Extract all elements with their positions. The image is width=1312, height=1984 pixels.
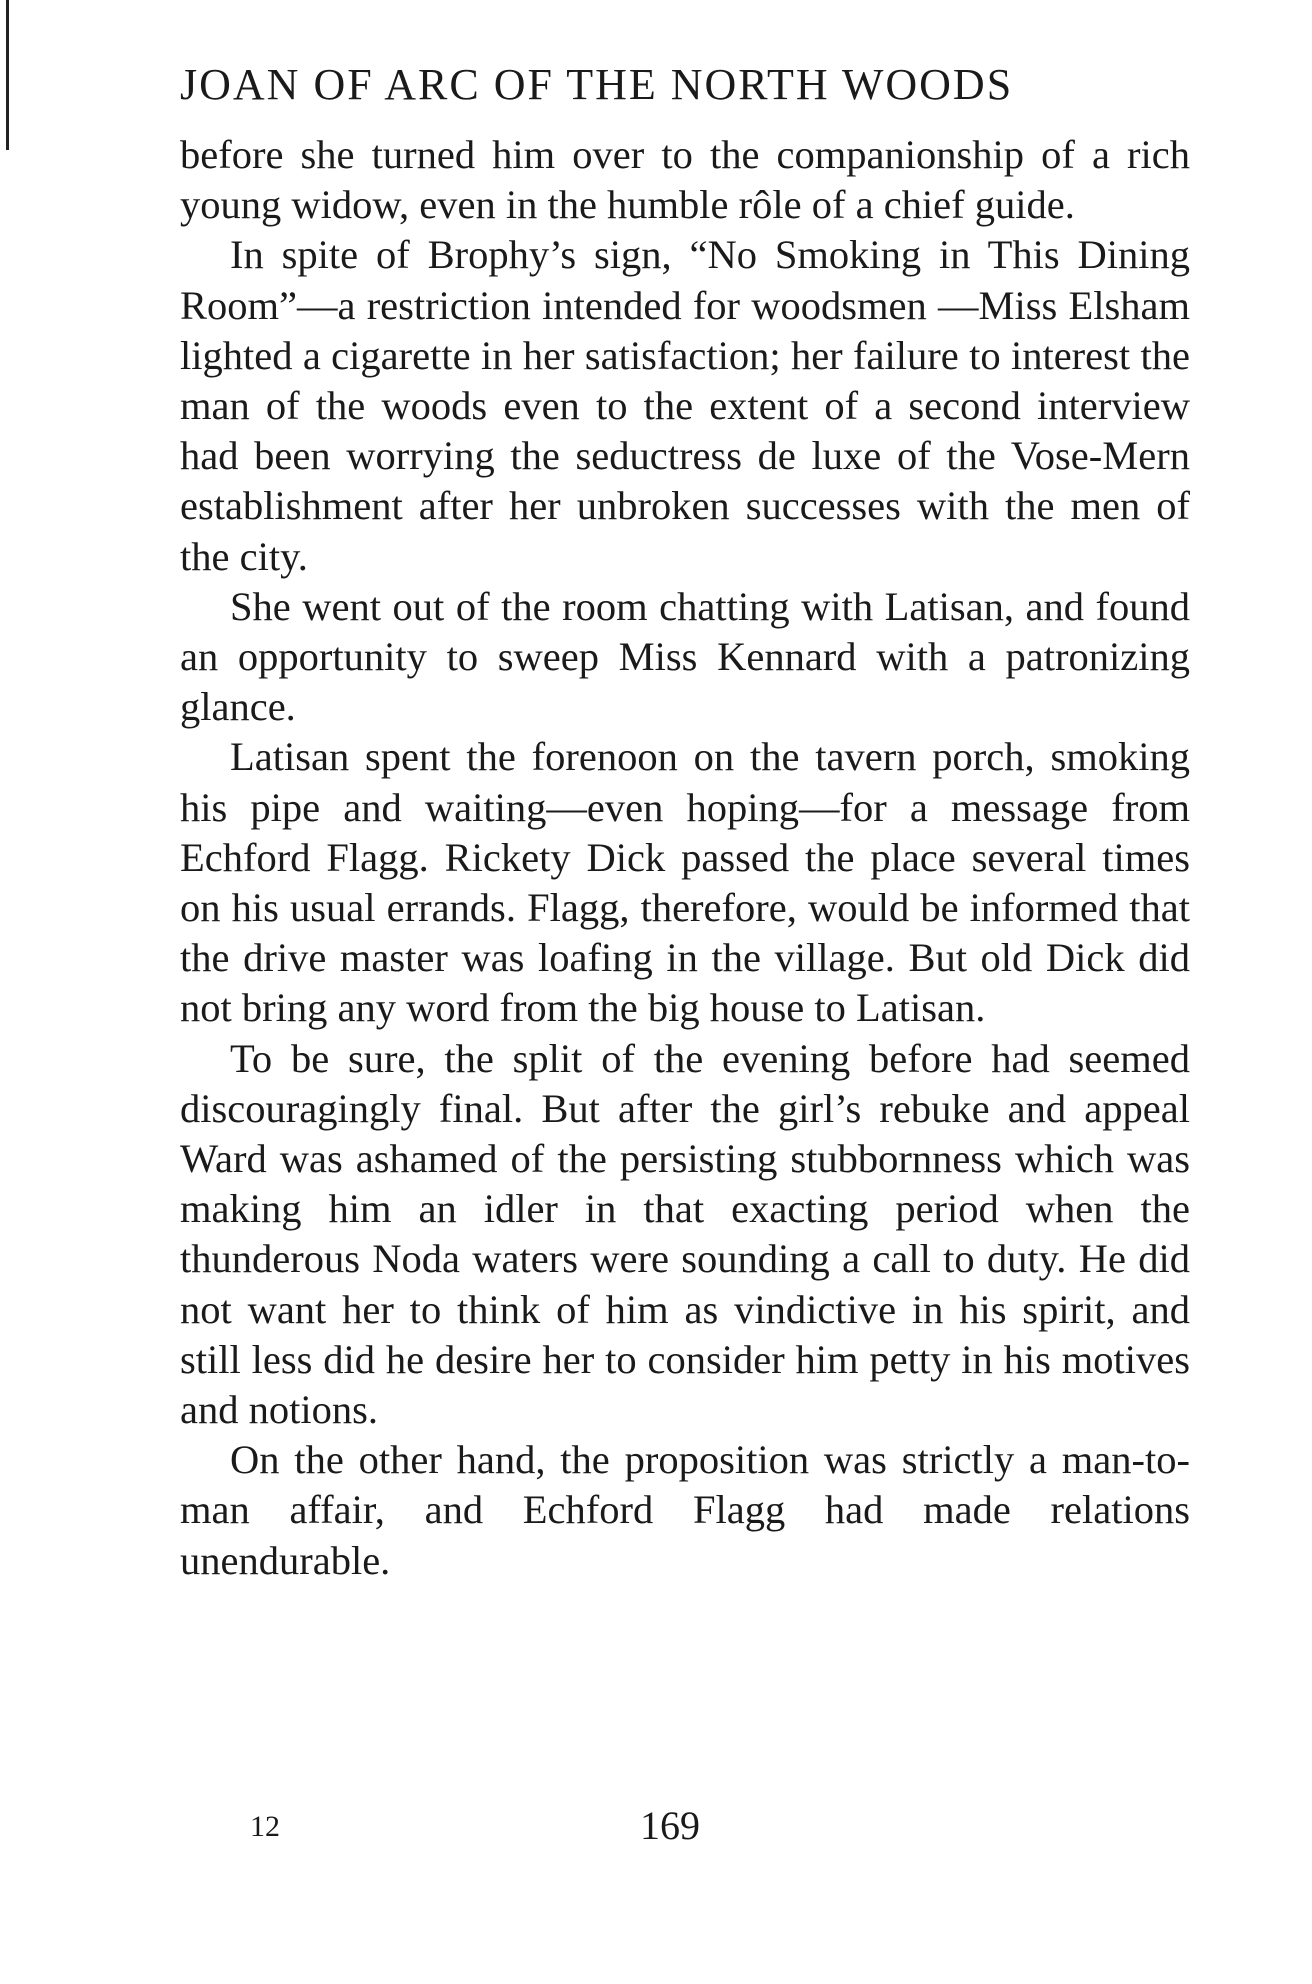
paragraph: She went out of the room chatting with Latisan, and found an opportunity to sweep Miss Kennard with a patronizing glance. xyxy=(180,583,1190,730)
paragraph: In spite of Brophy’s sign, “No Smoking in This Dining Room”—a restriction intended for woodsmen —Miss Elsham lighted a cigarette in her satisfaction; her failure to interest the man of the woods even to the extent of a second interview had been worrying the seductress de luxe of the Vose-Mern establishment after her unbroken successes with the men of the city. xyxy=(180,232,1190,579)
paragraph: before she turned him over to the companionship of a rich young widow, even in the humble rôle of a chief guide. xyxy=(180,132,1190,228)
paragraph: On the other hand, the proposition was strictly a man-to-man affair, and Echford Flagg had made relations unendurable. xyxy=(180,1437,1190,1583)
running-head: JOAN OF ARC OF THE NORTH WOODS xyxy=(180,60,1014,109)
page-number: 169 xyxy=(640,1803,700,1848)
signature-mark: 12 xyxy=(250,1810,280,1843)
body-text xyxy=(180,130,1190,1586)
paragraph: To be sure, the split of the evening before had seemed discouragingly final. But after the girl’s rebuke and appeal Ward was ashamed of the persisting stubbornness which was making him an idler in that exacting period when the thunderous Noda waters were sounding a call to duty. He did not want her to think of him as vindictive in his spirit, and still less did he desire her to consider him petty in his motives and notions. xyxy=(180,1035,1190,1433)
binding-edge-line xyxy=(6,0,9,150)
page-footer xyxy=(0,1802,1312,1852)
paragraph: Latisan spent the forenoon on the tavern porch, smoking his pipe and waiting—even hoping—for a message from Echford Flagg. Rickety Dick passed the place several times on his usual errands. Flagg, therefore, would be informed that the drive master was loafing in the village. But old Dick did not bring any word from the big house to Latisan. xyxy=(180,734,1190,1031)
